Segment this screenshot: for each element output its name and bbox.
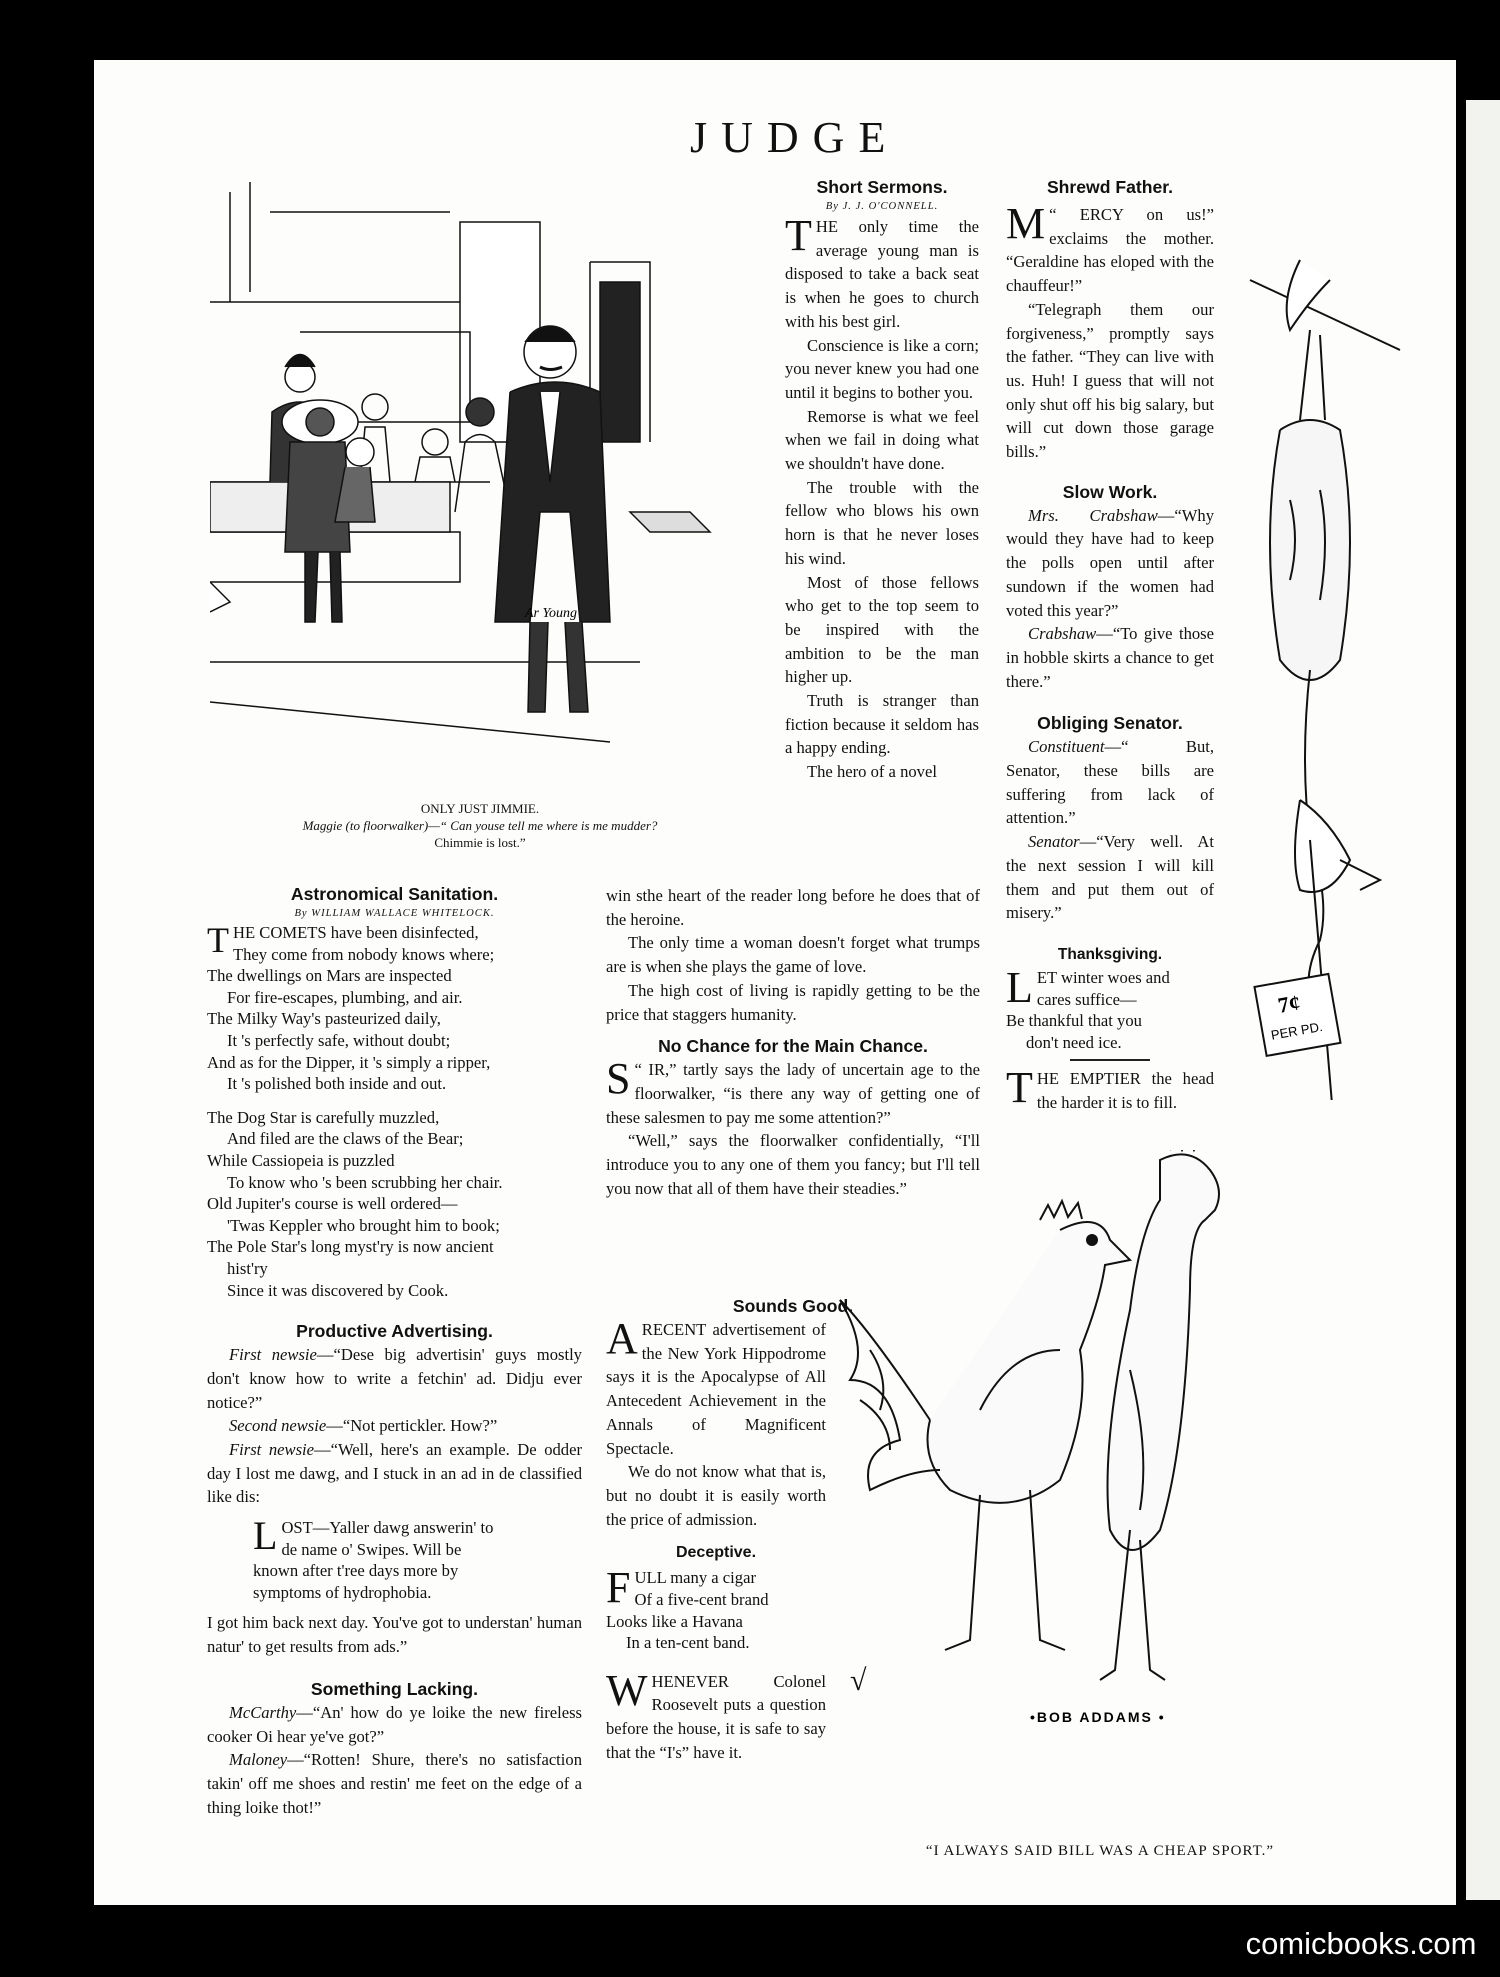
- deceptive-title: Deceptive.: [675, 1544, 757, 1562]
- poem-line: HE COMETS have been disinfected,: [233, 923, 479, 942]
- shrewd-father-title: Shrewd Father.: [1046, 177, 1174, 197]
- poem-line: And filed are the claws of the Bear;: [227, 1129, 464, 1149]
- astronomical-poem-stanza2: [207, 1107, 582, 1301]
- short-sermons-title: Short Sermons.: [816, 177, 948, 197]
- drop-cap: T: [207, 920, 229, 960]
- speaker: Crabshaw: [1028, 624, 1097, 644]
- obliging-senator-title: Obliging Senator.: [1037, 713, 1183, 734]
- poem-line: While Cassiopeia is puzzled: [207, 1150, 395, 1170]
- ad-line: de name o' Swipes. Will be: [281, 1539, 462, 1559]
- sermon-para: Remorse is what we feel when we fail in doing what we shouldn't have done.: [785, 406, 979, 474]
- sermon-para: Conscience is like a corn; you never knew you had one until it begins to bother you.: [785, 335, 979, 402]
- sermon-para: Truth is stranger than fiction because it seldom has a happy ending.: [785, 691, 979, 758]
- no-chance-p1: “ IR,” tartly says the lady of uncertain age to the floorwalker, “is there any way of getting one of these salesmen to pay me some attention?”: [606, 1060, 980, 1127]
- sermon-cont: win sthe heart of the reader long before he does that of the heroine.: [606, 886, 980, 929]
- drop-cap: S: [606, 1054, 631, 1104]
- sermon-para: Most of those fellows who get to the top seem to be inspired with the ambition to be the man higher up.: [785, 572, 979, 687]
- poem-line: The Milky Way's pasteurized daily,: [207, 1009, 441, 1029]
- right-column: [1006, 175, 1214, 1115]
- poem-line: Since it was discovered by Cook.: [227, 1280, 449, 1300]
- poem-line: don't need ice.: [1026, 1032, 1122, 1052]
- short-sermons-article: [785, 175, 979, 784]
- shrewd-father-p2: “Telegraph them our forgiveness,” promptly says the father. “They can live with us. Huh! I guess that will not only shut off his big salary, but will cut down those garage bills.”: [1006, 299, 1214, 462]
- speaker: First newsie: [229, 1439, 314, 1459]
- sermon-cont: The only time a woman doesn't forget what trumps are is when she plays the game of love.: [606, 933, 980, 977]
- speaker: Senator: [1028, 832, 1080, 852]
- poem-line: Of a five-cent brand: [634, 1589, 769, 1609]
- slow-work-title: Slow Work.: [1062, 481, 1158, 502]
- poem-line: ULL many a cigar: [634, 1568, 756, 1588]
- poem-line: The Dog Star is carefully muzzled,: [207, 1107, 440, 1127]
- check-mark-icon: √: [850, 1664, 867, 1697]
- poem-line: The dwellings on Mars are inspected: [207, 966, 452, 986]
- short-sermons-byline: By J. J. O'CONNELL.: [825, 201, 939, 212]
- speaker: Constituent: [1028, 737, 1105, 757]
- drop-cap: W: [606, 1665, 648, 1715]
- next-page-edge: [1466, 100, 1500, 1900]
- roosevelt-text: HENEVER Colonel Roosevelt puts a question before the house, it is safe to say that the “I's” have it.: [606, 1671, 826, 1762]
- ad-line: symptoms of hydrophobia.: [253, 1582, 432, 1602]
- dialogue: —“Dese big advertisin' guys mostly don't know how to write a fetchin' ad. Didju ever notice?”: [207, 1345, 582, 1412]
- sounds-good-article: [606, 1294, 854, 1765]
- poem-line: And as for the Dipper, it 's simply a ripper,: [207, 1052, 491, 1072]
- astronomical-byline: By WILLIAM WALLACE WHITELOCK.: [294, 908, 495, 919]
- sounds-good-p1: RECENT advertisement of the New York Hippodrome says it is the Apocalypse of All Antecedent Achievement in the Annals of Magnificent Spectacle.: [606, 1320, 826, 1458]
- dialogue: —“An' how do ye loike the new fireless cooker Oi hear ye've got?”: [207, 1702, 582, 1746]
- dialogue: —“Well, here's an example. De odder day I lost me dawg, and I stuck in an ad in de classified like dis:: [207, 1439, 582, 1507]
- cartoon-caption-line1: Maggie (to floorwalker)—“ Can youse tell me where is me mudder?: [302, 818, 658, 833]
- drop-cap: T: [785, 211, 812, 260]
- speaker: Maloney: [229, 1750, 288, 1770]
- sounds-good-title: Sounds Good.: [732, 1296, 854, 1316]
- poem-line: Be thankful that you: [1006, 1011, 1142, 1031]
- poem-line: 'Twas Keppler who brought him to book;: [227, 1215, 500, 1235]
- astronomical-poem-stanza1: [207, 922, 582, 1095]
- cartoon-caption-title: ONLY JUST JIMMIE.: [420, 801, 540, 816]
- masthead: JUDGE: [690, 113, 900, 162]
- dialogue: —“Rotten! Shure, there's no satisfaction takin' off me shoes and restin' me feet on the edge of a thing loike thot!”: [207, 1750, 582, 1817]
- no-chance-title: No Chance for the Main Chance.: [658, 1036, 928, 1057]
- poem-line: The Pole Star's long myst'ry is now ancient: [207, 1237, 494, 1257]
- poem-line: They come from nobody knows where;: [233, 944, 495, 964]
- shrewd-father-p1: “ ERCY on us!” exclaims the mother. “Geraldine has eloped with the chauffeur!”: [1006, 205, 1214, 296]
- poem-line: It 's polished both inside and out.: [227, 1074, 447, 1094]
- speaker: Second newsie: [229, 1416, 327, 1436]
- speaker: McCarthy: [229, 1702, 297, 1722]
- poem-line: To know who 's been scrubbing her chair.: [227, 1172, 503, 1192]
- roosters-caption: “I ALWAYS SAID BILL WAS A CHEAP SPORT.”: [925, 1843, 1275, 1859]
- drop-cap: L: [253, 1513, 278, 1559]
- divider: [1070, 1059, 1150, 1061]
- dialogue: —“Very well. At the next session I will kill them and put them out of misery.”: [1006, 832, 1214, 923]
- emptier-text: HE EMPTIER the head the harder it is to fill.: [1036, 1069, 1214, 1113]
- cartoon-caption: [210, 800, 750, 851]
- speaker: Mrs. Crabshaw: [1028, 505, 1158, 525]
- dialogue: —“To give those in hobble skirts a chance to get there.”: [1006, 624, 1214, 691]
- ad-line: known after t'ree days more by: [253, 1561, 459, 1581]
- watermark: [1222, 1910, 1500, 1977]
- deceptive-poem: [606, 1563, 826, 1653]
- poem-line: For fire-escapes, plumbing, and air.: [227, 987, 463, 1007]
- drop-cap: L: [1006, 962, 1033, 1012]
- poem-line: Looks like a Havana: [606, 1611, 743, 1631]
- dialogue: —“Not pertickler. How?”: [326, 1416, 498, 1436]
- drop-cap: T: [1006, 1063, 1033, 1113]
- productive-title: Productive Advertising.: [296, 1321, 493, 1342]
- sounds-good-p2: We do not know what that is, but no doubt it is easily worth the price of admission.: [606, 1462, 826, 1529]
- poem-line: cares suffice—: [1036, 989, 1137, 1009]
- watermark-text: comicbooks.com: [1245, 1926, 1477, 1961]
- poem-line: It 's perfectly safe, without doubt;: [227, 1030, 451, 1050]
- department-store-cartoon: [210, 182, 750, 782]
- price-tag-unit: PER PD.: [1269, 1018, 1324, 1043]
- poem-line: hist'ry: [227, 1258, 268, 1278]
- drop-cap: A: [606, 1314, 638, 1363]
- poem-line: ET winter woes and: [1036, 967, 1170, 987]
- drop-cap: F: [606, 1563, 631, 1613]
- no-chance-p2: “Well,” says the floorwalker confidentially, “I'll introduce you to any one of them you fancy; but I'll tell you now that all of them have their steadies.”: [606, 1131, 980, 1198]
- cartoon-signature: Ar Young: [525, 606, 578, 621]
- cartoon-caption-line2: Chimmie is lost.”: [434, 835, 526, 850]
- classified-ad: [253, 1513, 552, 1603]
- thanksgiving-title: Thanksgiving.: [1057, 945, 1163, 963]
- dialogue: —“Why would they have had to keep the polls open until after sundown if the women had voted this year?”: [1006, 505, 1214, 620]
- astronomical-title: Astronomical Sanitation.: [290, 884, 499, 904]
- dialogue: —“ But, Senator, these bills are suffering from lack of attention.”: [1006, 737, 1214, 828]
- speaker: First newsie: [229, 1345, 317, 1365]
- sermon-cont: The high cost of living is rapidly getting to be the price that staggers humanity.: [606, 980, 980, 1024]
- poem-line: Old Jupiter's course is well ordered—: [207, 1194, 458, 1214]
- ad-line: OST—Yaller dawg answerin' to: [281, 1518, 494, 1538]
- productive-closing: I got him back next day. You've got to understan' human natur' to get results from ads.”: [207, 1613, 582, 1657]
- poem-line: In a ten-cent band.: [626, 1633, 750, 1653]
- sermon-para: The hero of a novel: [807, 762, 937, 782]
- left-column: [207, 882, 582, 1819]
- something-lacking-title: Something Lacking.: [310, 1678, 479, 1699]
- sermon-para: The trouble with the fellow who blows his own horn is that he never loses his wind.: [785, 477, 979, 568]
- thanksgiving-poem: [1006, 962, 1214, 1053]
- hanging-turkey-illustration: [1240, 240, 1420, 1100]
- roosters-illustration: [830, 1150, 1250, 1810]
- cartoon-signature: •BOB ADDAMS •: [1030, 1709, 1166, 1725]
- drop-cap: M: [1006, 199, 1046, 248]
- sermon-para: HE only time the average young man is disposed to take a back seat is when he goes to church with his best girl.: [785, 217, 979, 331]
- price-tag-amount: 7¢: [1275, 989, 1302, 1018]
